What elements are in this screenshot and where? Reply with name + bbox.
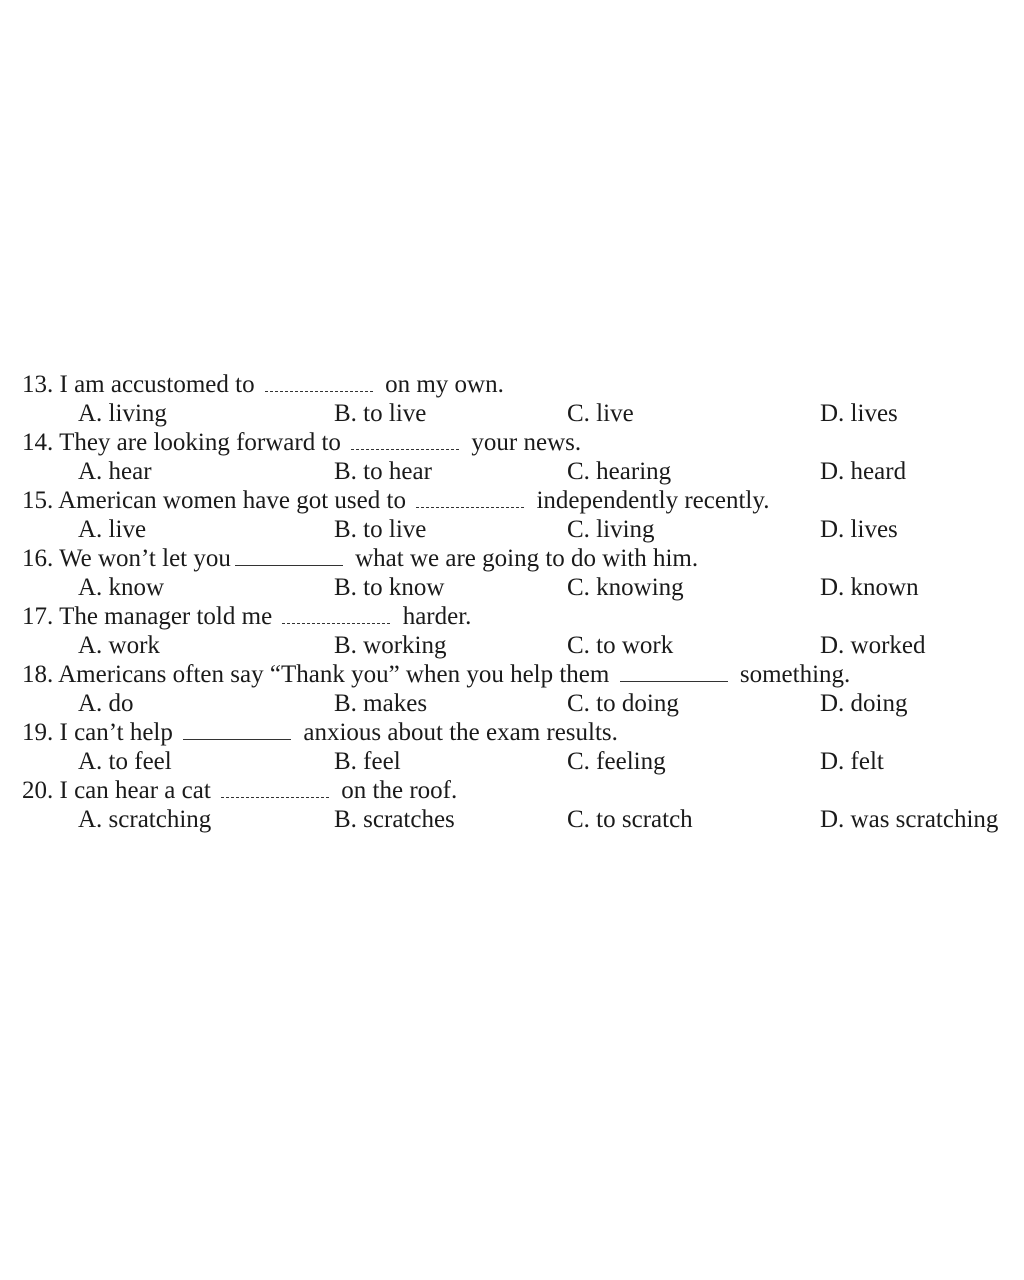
question-text-before: I can hear a cat	[59, 777, 211, 804]
option-a: A. know	[78, 574, 165, 601]
question-15	[22, 486, 1012, 544]
option-d: D. lives	[820, 400, 898, 427]
question-text-before: American women have got used to	[58, 487, 406, 514]
option-c: C. to work	[567, 632, 674, 659]
question-text-after: your news.	[471, 429, 582, 456]
option-a: A. living	[78, 400, 167, 427]
option-b: B. makes	[334, 690, 428, 717]
question-15-stem	[22, 486, 769, 515]
question-text-before: I can’t help	[59, 719, 173, 746]
question-text-before: They are looking forward to	[59, 429, 341, 456]
answer-blank	[282, 603, 390, 624]
question-19	[22, 718, 1012, 776]
question-number: 15.	[22, 487, 54, 514]
option-b: B. to know	[334, 574, 445, 601]
question-14	[22, 428, 1012, 486]
question-text-after: independently recently.	[536, 487, 770, 514]
option-d: D. lives	[820, 516, 898, 543]
question-16-stem	[22, 544, 698, 573]
question-17-stem	[22, 602, 471, 631]
question-number: 20.	[22, 777, 54, 804]
option-c: C. knowing	[567, 574, 684, 601]
option-d: D. worked	[820, 632, 926, 659]
question-text-after: anxious about the exam results.	[303, 719, 618, 746]
question-text-before: The manager told me	[59, 603, 273, 630]
question-list	[22, 370, 1012, 834]
question-13	[22, 370, 1012, 428]
question-text-before: Americans often say “Thank you” when you help them	[58, 661, 610, 688]
answer-blank	[265, 371, 373, 392]
question-18	[22, 660, 1012, 718]
option-d: D. known	[820, 574, 919, 601]
option-c: C. living	[567, 516, 655, 543]
option-d: D. heard	[820, 458, 907, 485]
option-a: A. scratching	[78, 806, 212, 833]
question-text-before: I am accustomed to	[59, 371, 255, 398]
question-text-after: on the roof.	[341, 777, 458, 804]
question-19-stem	[22, 718, 618, 747]
option-b: B. to hear	[334, 458, 432, 485]
question-number: 13.	[22, 371, 54, 398]
question-text-after: something.	[739, 661, 851, 688]
option-b: B. scratches	[334, 806, 455, 833]
question-18-stem	[22, 660, 850, 689]
option-a: A. work	[78, 632, 160, 659]
option-c: C. to scratch	[567, 806, 693, 833]
question-number: 17.	[22, 603, 54, 630]
answer-blank	[416, 487, 524, 508]
option-c: C. to doing	[567, 690, 679, 717]
question-number: 18.	[22, 661, 54, 688]
answer-blank	[351, 429, 459, 450]
question-number: 14.	[22, 429, 54, 456]
option-a: A. do	[78, 690, 134, 717]
option-a: A. to feel	[78, 748, 172, 775]
question-text-after: on my own.	[385, 371, 504, 398]
option-d: D. was scratching	[820, 806, 999, 833]
question-13-stem	[22, 370, 504, 399]
answer-blank	[221, 777, 329, 798]
option-d: D. felt	[820, 748, 884, 775]
option-c: C. hearing	[567, 458, 672, 485]
option-c: C. feeling	[567, 748, 666, 775]
question-16	[22, 544, 1012, 602]
option-a: A. hear	[78, 458, 152, 485]
option-d: D. doing	[820, 690, 908, 717]
option-b: B. working	[334, 632, 447, 659]
answer-blank	[235, 545, 343, 566]
question-17	[22, 602, 1012, 660]
option-b: B. to live	[334, 516, 427, 543]
question-20	[22, 776, 1012, 834]
option-b: B. feel	[334, 748, 401, 775]
question-number: 16.	[22, 545, 54, 572]
answer-blank	[620, 661, 728, 682]
question-14-stem	[22, 428, 581, 457]
option-c: C. live	[567, 400, 634, 427]
question-text-after: what we are going to do with him.	[355, 545, 699, 572]
question-text-before: We won’t let you	[59, 545, 231, 572]
question-number: 19.	[22, 719, 54, 746]
answer-blank	[183, 719, 291, 740]
question-text-after: harder.	[402, 603, 472, 630]
question-20-stem	[22, 776, 457, 805]
option-a: A. live	[78, 516, 147, 543]
option-b: B. to live	[334, 400, 427, 427]
